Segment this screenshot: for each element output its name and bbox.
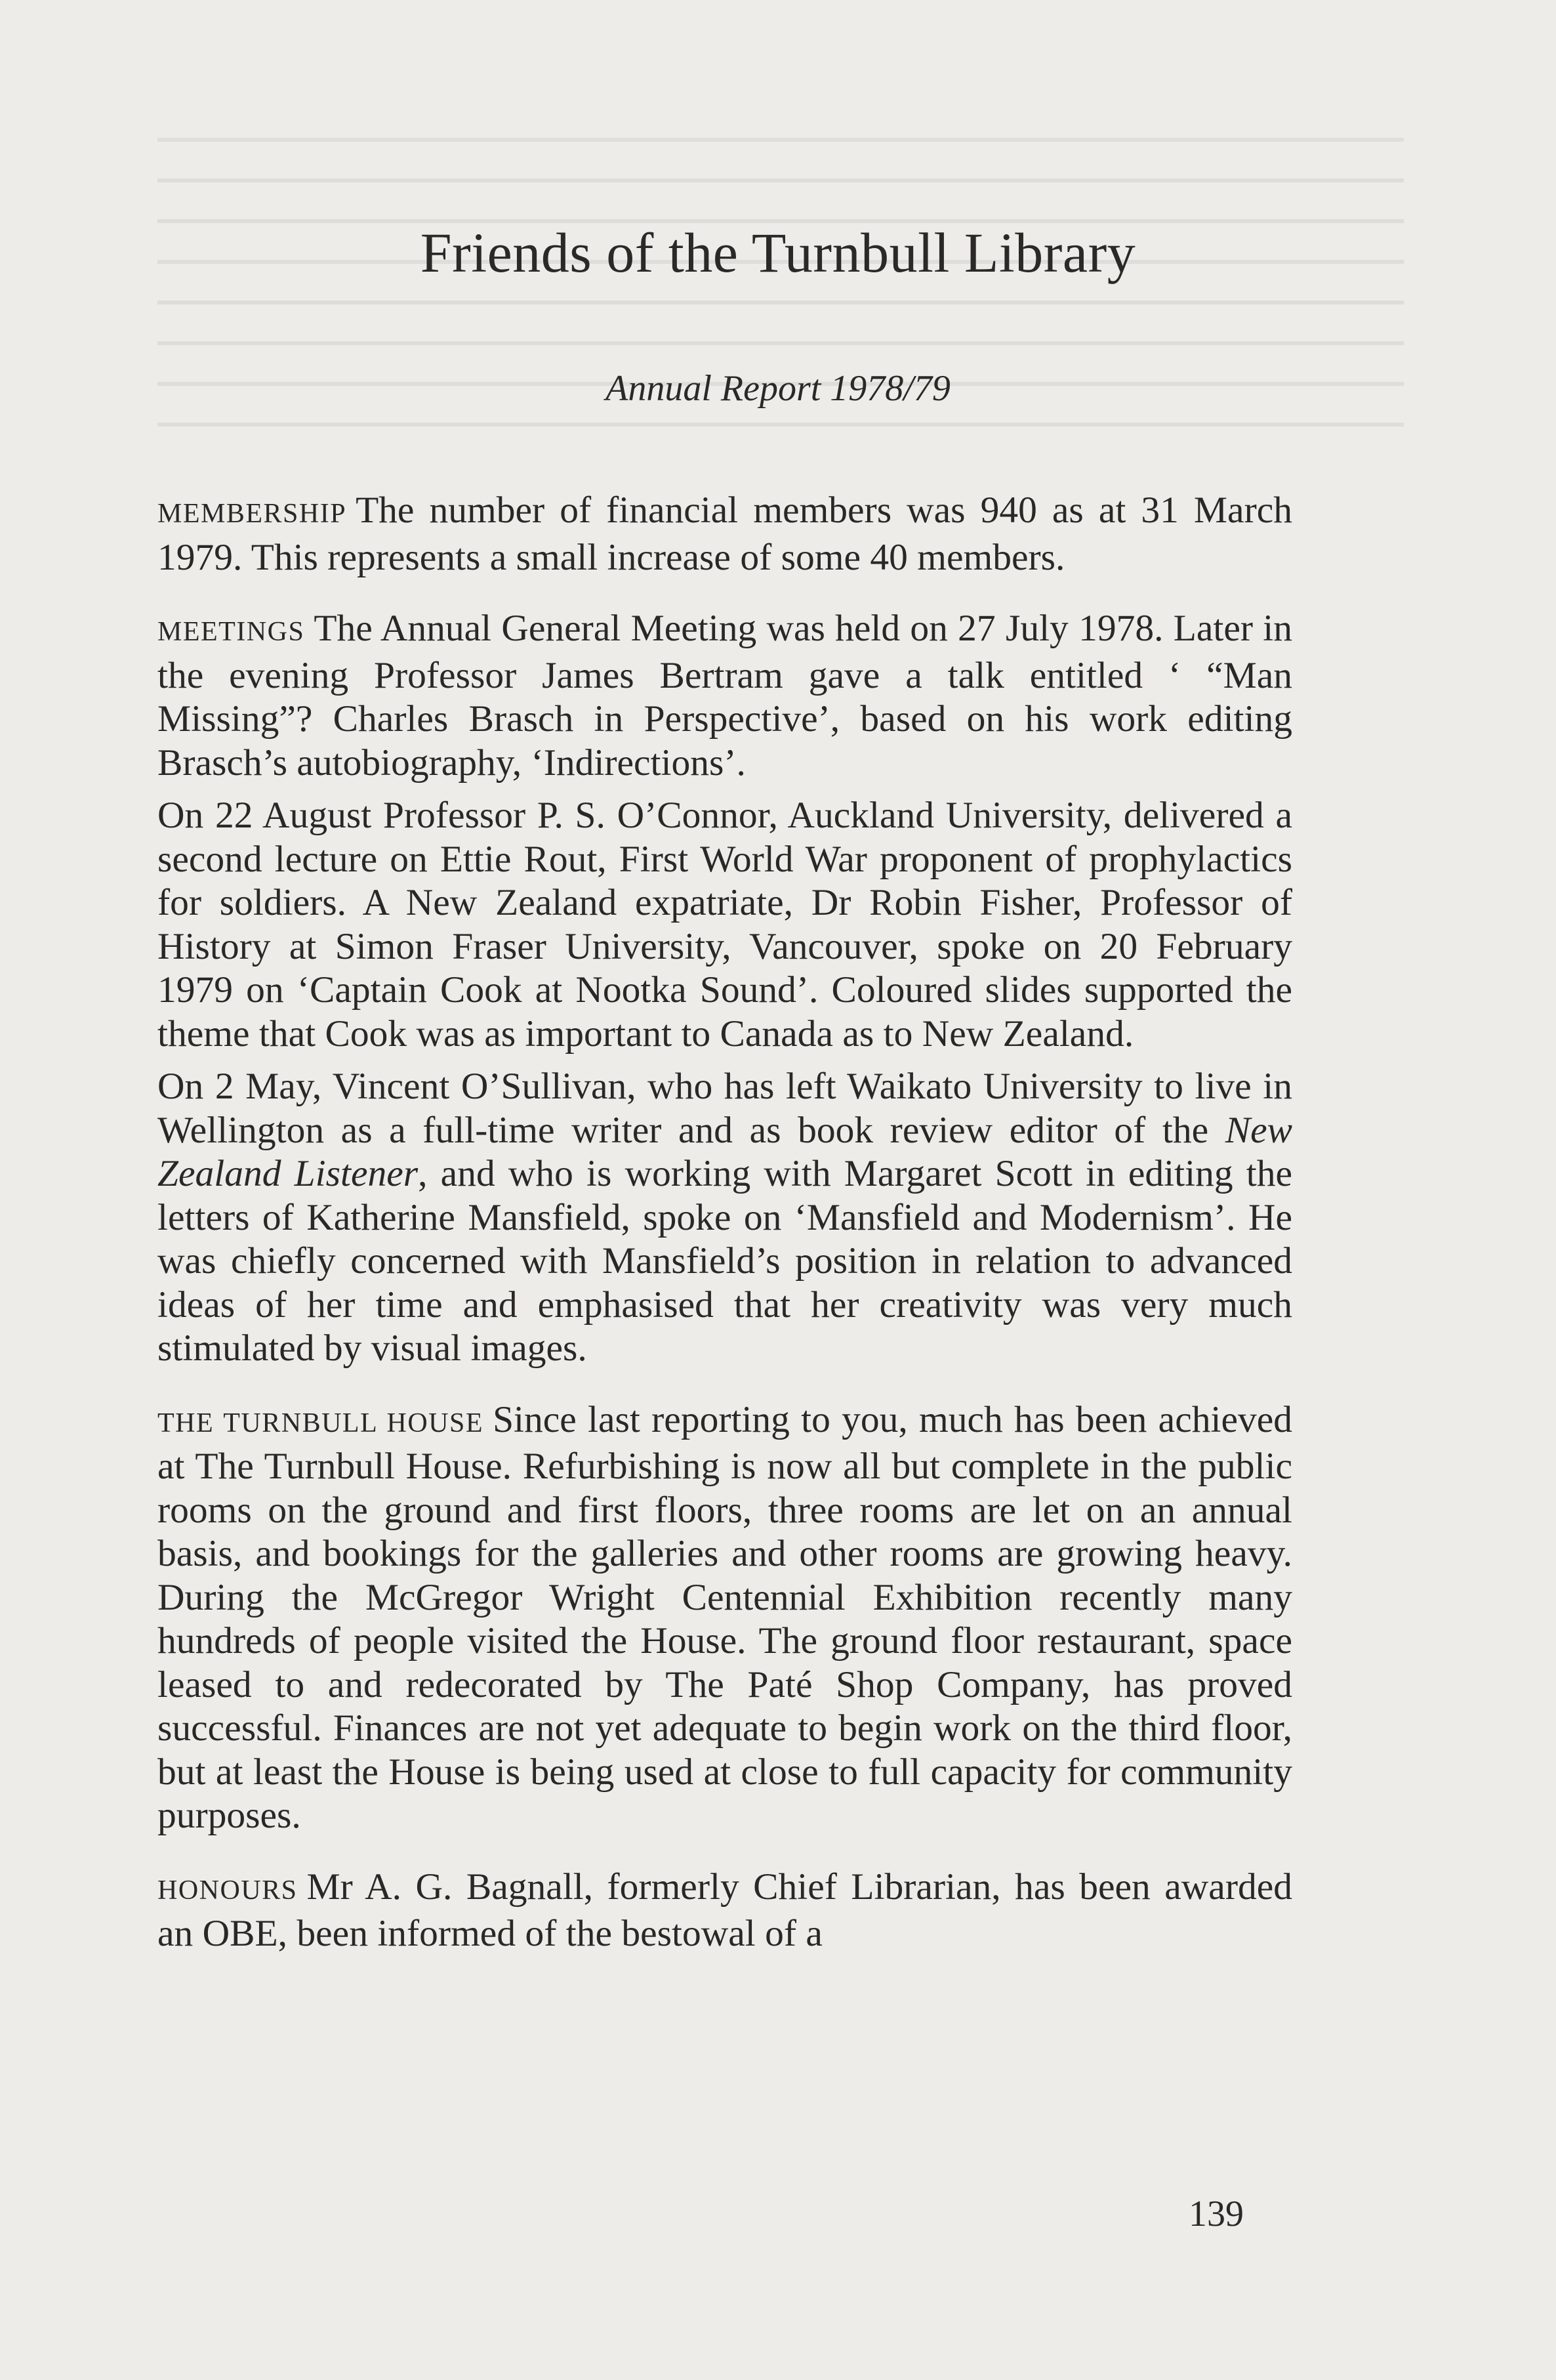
turnbull-house-heading: THE TURNBULL HOUSE <box>157 1408 484 1438</box>
membership-paragraph <box>157 489 1292 579</box>
honours-paragraph <box>157 1866 1292 1956</box>
membership-heading: MEMBERSHIP <box>157 499 347 529</box>
meetings-paragraph <box>157 607 1292 785</box>
meetings-text: The Annual General Meeting was held on 27 July 1978. Later in the evening Professor James Bertram gave a talk entitled ‘ “Man Missing”? Charles Brasch in Perspective’, based on his work editing Brasch’s autobiography, ‘Indirections’. <box>157 608 1292 783</box>
turnbull-house-text: Since last reporting to you, much has been achieved at The Turnbull House. Refurbishing is now all but complete in the public rooms on the ground and first floors, three rooms are let on an annual basis, and bookings for the galleries and other rooms are growing heavy. During the McGregor Wright Centennial Exhibition recently many hundreds of people visited the House. The ground floor restaurant, space leased to and redecorated by The Paté Shop Company, has proved successful. Finances are not yet adequate to begin work on the third floor, but at least the House is being used at close to full capacity for community purposes. <box>157 1398 1292 1836</box>
meetings-paragraph-3 <box>157 1065 1292 1371</box>
meetings-heading: MEETINGS <box>157 617 305 647</box>
page-number: 139 <box>1189 2194 1244 2234</box>
page-title: Friends of the Turnbull Library <box>420 221 1136 284</box>
membership-text: The number of financial members was 940 as at 31 March 1979. This represents a small increase of some 40 members. <box>157 490 1292 578</box>
report-body <box>157 489 1292 1956</box>
honours-text: Mr A. G. Bagnall, formerly Chief Librarian, has been awarded an OBE, been informed of the bestowal of a <box>157 1866 1292 1954</box>
meetings-para3-start: On 2 May, Vincent O’Sullivan, who has left Waikato University to live in Wellington as a full-time writer and as book review editor of the <box>157 1066 1292 1151</box>
meetings-paragraph-2: On 22 August Professor P. S. O’Connor, Auckland University, delivered a second lecture on Ettie Rout, First World War proponent of prophylactics for soldiers. A New Zealand expatriate, Dr Robin Fisher, Professor of History at Simon Fraser University, Vancouver, spoke on 20 February 1979 on ‘Captain Cook at Nootka Sound’. Coloured slides supported the theme that Cook was as important to Canada as to New Zealand. <box>157 795 1292 1054</box>
meetings-para3-end: , and who is working with Margaret Scott in editing the letters of Katherine Mansfield, spoke on ‘Mansfield and Modernism’. He was chiefly concerned with Mansfield’s position in relation to advanced ideas of her time and emphasised that her creativity was very much stimulated by visual images. <box>157 1153 1292 1369</box>
report-subtitle: Annual Report 1978/79 <box>605 368 951 409</box>
honours-heading: HONOURS <box>157 1875 298 1906</box>
publication-title: New Zealand Listener <box>157 1109 1292 1194</box>
turnbull-house-paragraph <box>157 1398 1292 1838</box>
